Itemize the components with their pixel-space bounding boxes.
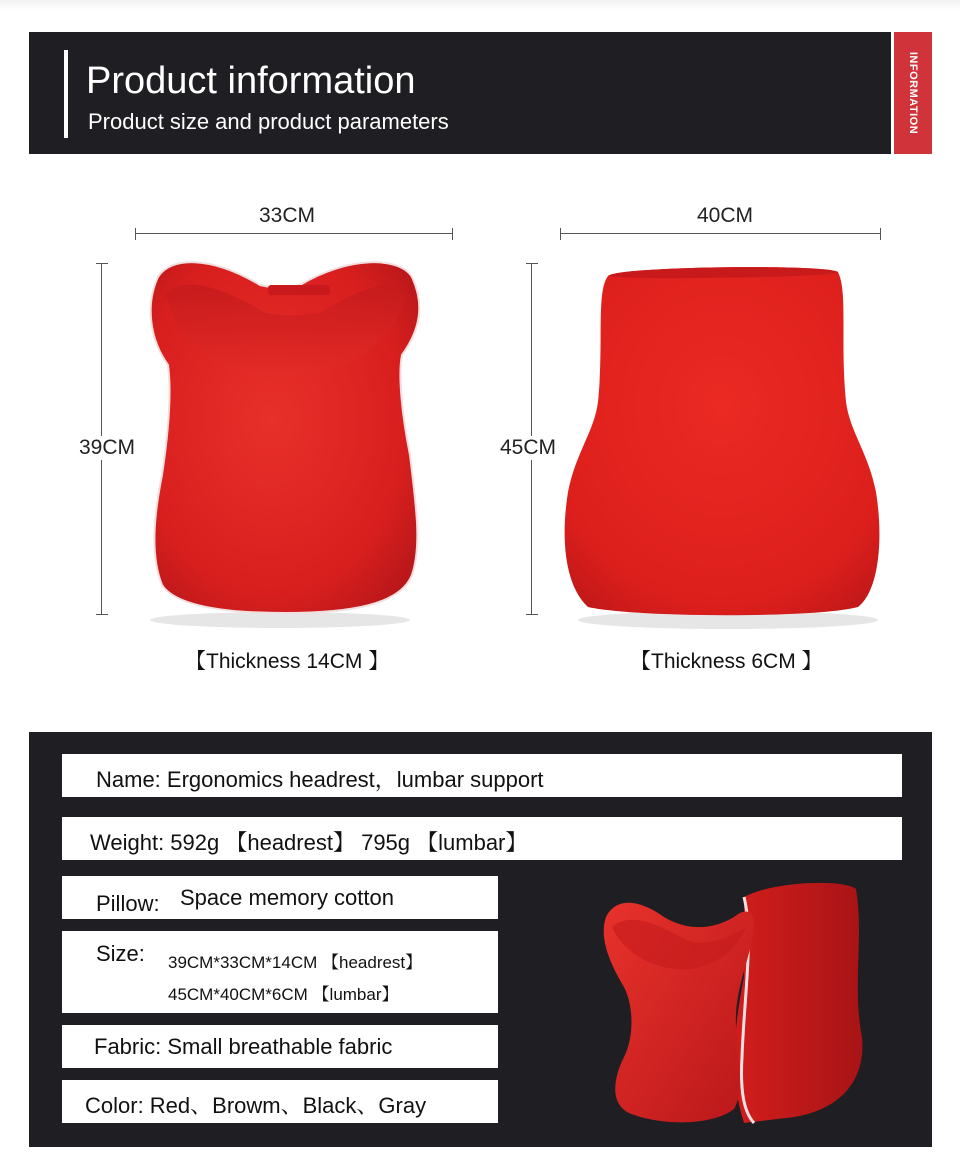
- page-subtitle: Product size and product parameters: [88, 109, 449, 134]
- spec-weight: Weight: 592g 【headrest】 795g 【lumbar】: [90, 830, 528, 855]
- spec-fabric: Fabric: Small breathable fabric: [94, 1034, 393, 1059]
- information-tab-label: INFORMATION: [907, 51, 919, 135]
- spec-weight-box: [62, 817, 902, 860]
- spec-size-line-2: 45CM*40CM*6CM 【lumbar】: [168, 985, 399, 1004]
- spec-size-line-1: 39CM*33CM*14CM 【headrest】: [168, 953, 423, 972]
- top-fade: [0, 0, 960, 10]
- spec-panel: [29, 732, 932, 1147]
- headrest-thickness-label: 【Thickness 14CM 】: [185, 650, 390, 673]
- spec-pillow-box: [62, 876, 498, 919]
- headrest-width-dimension-line: [135, 228, 453, 240]
- headrest-pillow-image: [140, 255, 430, 635]
- lumbar-width-dimension-line: [560, 228, 881, 240]
- lumbar-pillow-image: [558, 262, 898, 637]
- lumbar-height-label: 45CM: [500, 436, 557, 459]
- lumbar-thickness-label: 【Thickness 6CM 】: [630, 650, 823, 673]
- spec-color-box: [62, 1080, 498, 1123]
- spec-name: Name: Ergonomics headrest，lumbar support: [96, 767, 544, 792]
- spec-color: Color: Red、Browm、Black、Gray: [85, 1093, 427, 1118]
- spec-size-box: [62, 931, 498, 1013]
- combo-pillow-image: [594, 877, 894, 1132]
- spec-pillow-key: Pillow:: [96, 891, 160, 916]
- page-title: Product information: [86, 60, 416, 102]
- header-accent-bar: [64, 50, 68, 138]
- spec-size-key: Size:: [96, 941, 145, 966]
- headrest-height-label: 39CM: [79, 436, 136, 459]
- spec-fabric-box: [62, 1025, 498, 1068]
- spec-name-box: [62, 754, 902, 797]
- headrest-width-label: 33CM: [259, 204, 316, 227]
- spec-pillow-value: Space memory cotton: [180, 885, 394, 910]
- header-banner: [29, 32, 891, 154]
- lumbar-width-label: 40CM: [697, 204, 754, 227]
- information-tab: [894, 32, 932, 154]
